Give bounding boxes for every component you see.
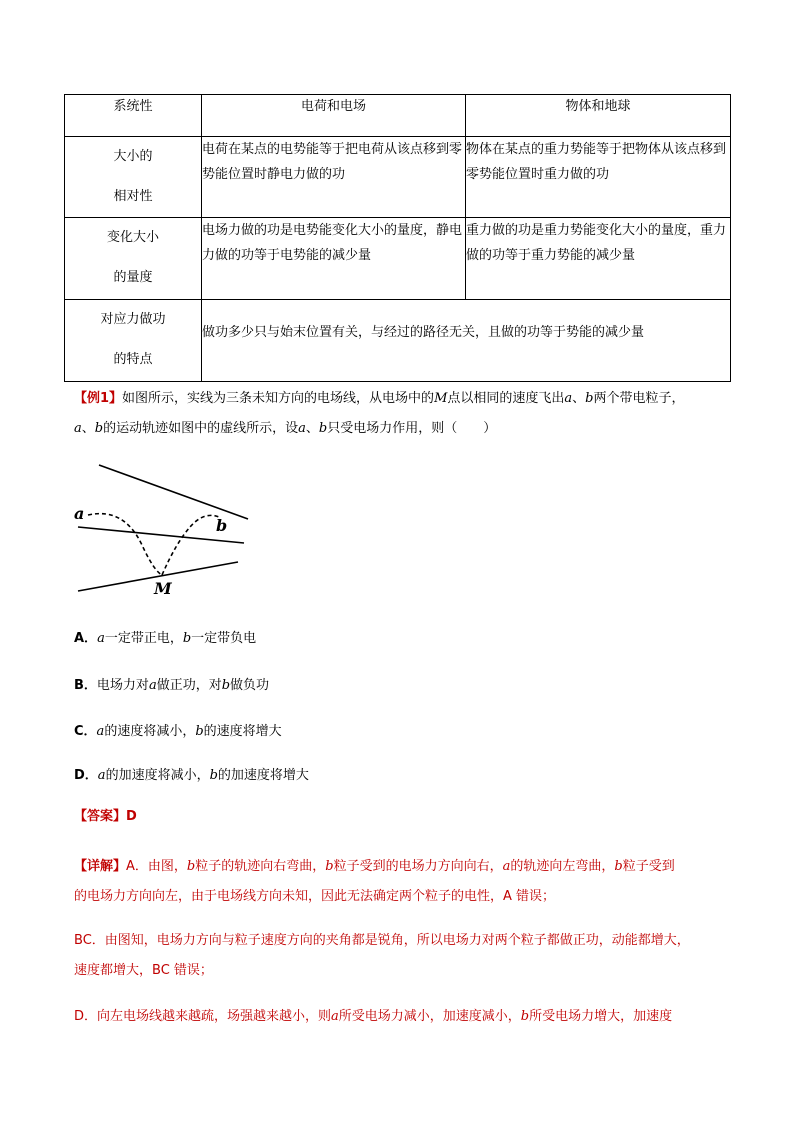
row-label-line: 相对性 [113, 189, 153, 204]
header-cell: 系统性 [65, 95, 202, 137]
option-d[interactable] [74, 764, 309, 783]
variable-letter: b [209, 768, 218, 783]
table-row [65, 300, 731, 382]
example-tag: 【例1】 [74, 391, 123, 406]
point-m: M [434, 391, 448, 406]
option-letter: D． [74, 768, 98, 783]
option-text-part: 电场力对 [96, 678, 149, 693]
question-text: 两个带电粒子， [593, 391, 685, 406]
option-text-part: 一定带正电， [104, 631, 183, 646]
question-text: 点以相同的速度飞出 [447, 391, 565, 406]
detail-text-part: D．向左电场线越来越疏，场强越来越小，则 [74, 1009, 332, 1024]
trajectory-b [162, 515, 219, 575]
table-row [65, 218, 731, 300]
detail-text-part: 所受电场力减小，加速度减小， [338, 1009, 521, 1024]
detail-text-part: A．由图， [126, 859, 187, 874]
table-cell-merged: 做功多少只与始末位置有关，与经过的路径无关，且做的功等于势能的减少量 [202, 300, 731, 382]
option-text-part: 的加速度将增大 [217, 768, 309, 783]
table-cell: 重力做的功是重力势能变化大小的量度，重力做的功等于重力势能的减少量 [466, 218, 731, 300]
table-cell: 电场力做的功是电势能变化大小的量度，静电力做的功等于电势能的减少量 [202, 218, 466, 300]
detail-line-3 [74, 926, 744, 956]
variable-letter: b [614, 859, 623, 874]
label-a: a [74, 504, 85, 523]
particle-b: b [585, 391, 594, 406]
variable-letter: a [331, 1009, 339, 1024]
row-label-line: 大小的 [113, 149, 153, 164]
detail-line-2 [74, 882, 744, 912]
row-label-line: 的特点 [113, 352, 153, 367]
option-b[interactable] [74, 674, 269, 693]
row-label [65, 218, 202, 300]
detail-line-1 [74, 852, 744, 882]
detail-text [74, 963, 213, 978]
question-text: 的运动轨迹如图中的虚线所示，设 [103, 421, 299, 436]
detail-line-4 [74, 956, 744, 986]
option-c[interactable] [74, 720, 282, 739]
trajectory-a [88, 514, 162, 575]
header-cell: 物体和地球 [466, 95, 731, 137]
row-label [65, 137, 202, 218]
example-question-line2 [74, 414, 734, 444]
option-text-part: 做负功 [230, 678, 270, 693]
option-text-part: 的速度将增大 [203, 724, 282, 739]
row-label-line: 对应力做功 [100, 312, 166, 327]
question-text: 、 [572, 391, 586, 406]
variable-letter: a [96, 724, 105, 739]
label-b: b [216, 516, 228, 535]
answer-line [74, 802, 137, 832]
comparison-table [64, 94, 731, 382]
detail-tag: 【详解】 [74, 859, 127, 874]
option-letter: A． [74, 631, 98, 646]
table-header-row [65, 95, 731, 137]
option-text-part: 的速度将减小， [104, 724, 196, 739]
option-letter: C． [74, 724, 97, 739]
variable-letter: a [502, 859, 511, 874]
variable-letter: a [97, 631, 105, 646]
option-a[interactable] [74, 627, 256, 646]
detail-text-part: 的电场力方向向左，由于电场线方向未知，因此无法确定两个粒子的电性，A 错误； [74, 889, 556, 904]
field-lines-figure [64, 455, 264, 605]
particle-b: b [94, 421, 104, 436]
option-letter: B． [74, 678, 97, 693]
table-cell: 电荷在某点的电势能等于把电荷从该点移到零势能位置时静电力做的功 [202, 137, 466, 218]
row-label [65, 300, 202, 382]
option-text-part: 做正功，对 [156, 678, 222, 693]
variable-letter: b [520, 1009, 530, 1024]
option-text [97, 678, 269, 693]
option-text [97, 631, 256, 646]
example-question-line1 [74, 384, 734, 414]
row-label-line: 的量度 [113, 270, 153, 285]
detail-text [74, 1009, 672, 1024]
option-text-part: 的加速度将减小， [105, 768, 210, 783]
field-line-top [99, 465, 248, 519]
particle-a: a [564, 391, 573, 406]
particle-a: a [74, 421, 82, 436]
question-text: 只受电场力作用，则（ ） [327, 421, 497, 436]
detail-text-part: 粒子受到的电场力方向向右， [333, 859, 503, 874]
particle-a: a [298, 421, 306, 436]
variable-letter: b [195, 724, 204, 739]
label-m: M [154, 579, 172, 598]
detail-text-part: 所受电场力增大，加速度 [529, 1009, 673, 1024]
detail-text-part: 粒子的轨迹向右弯曲， [195, 859, 326, 874]
detail-text [74, 889, 555, 904]
detail-text [126, 859, 675, 874]
question-text: 、 [81, 421, 95, 436]
detail-text-part: 粒子受到 [622, 859, 675, 874]
row-label-line: 变化大小 [106, 230, 159, 245]
option-text [97, 724, 282, 739]
table-row [65, 137, 731, 218]
detail-text-part: BC．由图知，电场力方向与粒子速度方向的夹角都是锐角，所以电场力对两个粒子都做正功，动能都增大， [74, 933, 690, 948]
option-text-part: 一定带负电 [191, 631, 257, 646]
detail-text-part: 的轨迹向左弯曲， [510, 859, 615, 874]
variable-letter: a [97, 768, 106, 783]
answer-tag: 【答案】 [74, 809, 127, 824]
variable-letter: b [182, 631, 192, 646]
option-text [98, 768, 309, 783]
question-text: 如图所示，实线为三条未知方向的电场线，从电场中的 [122, 391, 435, 406]
answer-value: D [126, 809, 137, 824]
variable-letter: a [148, 678, 157, 693]
variable-letter: b [221, 678, 231, 693]
table-cell: 物体在某点的重力势能等于把物体从该点移到零势能位置时重力做的功 [466, 137, 731, 218]
variable-letter: b [325, 859, 334, 874]
detail-line-5 [74, 1002, 744, 1032]
detail-text-part: 速度都增大，BC 错误； [74, 963, 213, 978]
detail-text [74, 933, 690, 948]
question-text: 、 [305, 421, 319, 436]
header-cell: 电荷和电场 [202, 95, 466, 137]
variable-letter: b [186, 859, 196, 874]
particle-b: b [318, 421, 328, 436]
